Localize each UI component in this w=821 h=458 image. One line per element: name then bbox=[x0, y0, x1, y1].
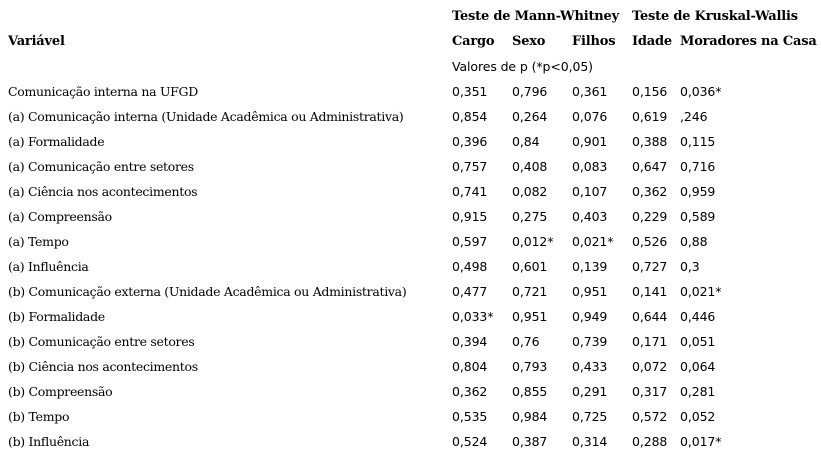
cell-sexo: 0,796 bbox=[512, 84, 548, 99]
cell-moradores: 0,716 bbox=[680, 159, 716, 174]
cell-sexo: 0,264 bbox=[512, 109, 548, 124]
cell-idade: 0,362 bbox=[632, 184, 668, 199]
cell-filhos: 0,314 bbox=[572, 434, 608, 449]
row-label: (b) Tempo bbox=[8, 409, 70, 424]
cell-cargo: 0,915 bbox=[452, 209, 488, 224]
cell-cargo: 0,498 bbox=[452, 259, 488, 274]
cell-sexo: 0,408 bbox=[512, 159, 548, 174]
cell-moradores: 0,88 bbox=[680, 234, 708, 249]
cell-moradores: 0,017* bbox=[680, 434, 722, 449]
cell-filhos: 0,139 bbox=[572, 259, 608, 274]
cell-cargo: 0,757 bbox=[452, 159, 488, 174]
subheader-p-values: Valores de p (*p<0,05) bbox=[452, 59, 593, 74]
cell-idade: 0,317 bbox=[632, 384, 668, 399]
cell-idade: 0,072 bbox=[632, 359, 668, 374]
cell-cargo: 0,033* bbox=[452, 309, 494, 324]
cell-moradores: 0,052 bbox=[680, 409, 716, 424]
row-label: (b) Formalidade bbox=[8, 309, 105, 324]
cell-sexo: 0,793 bbox=[512, 359, 548, 374]
cell-cargo: 0,524 bbox=[452, 434, 488, 449]
cell-moradores: 0,959 bbox=[680, 184, 716, 199]
header-col-filhos: Filhos bbox=[572, 34, 616, 49]
cell-cargo: 0,804 bbox=[452, 359, 488, 374]
cell-idade: 0,647 bbox=[632, 159, 668, 174]
row-label: (a) Influência bbox=[8, 259, 89, 274]
cell-idade: 0,619 bbox=[632, 109, 668, 124]
cell-filhos: 0,083 bbox=[572, 159, 608, 174]
header-group-kruskal-wallis: Teste de Kruskal-Wallis bbox=[632, 9, 798, 24]
cell-sexo: 0,082 bbox=[512, 184, 548, 199]
row-label: (b) Compreensão bbox=[8, 384, 113, 399]
cell-moradores: 0,051 bbox=[680, 334, 716, 349]
cell-moradores: 0,3 bbox=[680, 259, 700, 274]
cell-cargo: 0,854 bbox=[452, 109, 488, 124]
cell-sexo: 0,601 bbox=[512, 259, 548, 274]
row-label: Comunicação interna na UFGD bbox=[8, 84, 198, 99]
header-col-sexo: Sexo bbox=[512, 34, 546, 49]
cell-moradores: 0,589 bbox=[680, 209, 716, 224]
cell-idade: 0,644 bbox=[632, 309, 668, 324]
cell-filhos: 0,403 bbox=[572, 209, 608, 224]
row-label: (a) Compreensão bbox=[8, 209, 112, 224]
cell-cargo: 0,396 bbox=[452, 134, 488, 149]
cell-filhos: 0,725 bbox=[572, 409, 608, 424]
row-label: (b) Influência bbox=[8, 434, 90, 449]
cell-filhos: 0,291 bbox=[572, 384, 608, 399]
row-label: (b) Comunicação entre setores bbox=[8, 334, 195, 349]
row-label: (b) Comunicação externa (Unidade Acadêmica ou Administrativa) bbox=[8, 284, 407, 299]
cell-idade: 0,229 bbox=[632, 209, 668, 224]
cell-filhos: 0,951 bbox=[572, 284, 608, 299]
cell-idade: 0,727 bbox=[632, 259, 668, 274]
row-label: (a) Comunicação interna (Unidade Acadêmica ou Administrativa) bbox=[8, 109, 404, 124]
cell-cargo: 0,535 bbox=[452, 409, 488, 424]
cell-idade: 0,156 bbox=[632, 84, 668, 99]
cell-sexo: 0,951 bbox=[512, 309, 548, 324]
cell-filhos: 0,021* bbox=[572, 234, 614, 249]
cell-filhos: 0,739 bbox=[572, 334, 608, 349]
cell-sexo: 0,721 bbox=[512, 284, 548, 299]
cell-idade: 0,141 bbox=[632, 284, 668, 299]
cell-filhos: 0,361 bbox=[572, 84, 608, 99]
cell-idade: 0,288 bbox=[632, 434, 668, 449]
header-variable: Variável bbox=[8, 34, 65, 49]
cell-cargo: 0,351 bbox=[452, 84, 488, 99]
cell-sexo: 0,76 bbox=[512, 334, 540, 349]
cell-moradores: 0,281 bbox=[680, 384, 716, 399]
row-label: (a) Comunicação entre setores bbox=[8, 159, 194, 174]
row-label: (a) Ciência nos acontecimentos bbox=[8, 184, 198, 199]
cell-moradores: 0,064 bbox=[680, 359, 716, 374]
cell-moradores: ,246 bbox=[680, 109, 708, 124]
cell-cargo: 0,394 bbox=[452, 334, 488, 349]
row-label: (b) Ciência nos acontecimentos bbox=[8, 359, 198, 374]
cell-filhos: 0,949 bbox=[572, 309, 608, 324]
cell-idade: 0,388 bbox=[632, 134, 668, 149]
cell-idade: 0,572 bbox=[632, 409, 668, 424]
cell-sexo: 0,387 bbox=[512, 434, 548, 449]
cell-moradores: 0,446 bbox=[680, 309, 716, 324]
cell-moradores: 0,036* bbox=[680, 84, 722, 99]
cell-cargo: 0,741 bbox=[452, 184, 488, 199]
row-label: (a) Formalidade bbox=[8, 134, 105, 149]
cell-cargo: 0,597 bbox=[452, 234, 488, 249]
cell-sexo: 0,84 bbox=[512, 134, 540, 149]
cell-moradores: 0,115 bbox=[680, 134, 716, 149]
cell-idade: 0,526 bbox=[632, 234, 668, 249]
cell-cargo: 0,477 bbox=[452, 284, 488, 299]
cell-filhos: 0,901 bbox=[572, 134, 608, 149]
cell-sexo: 0,275 bbox=[512, 209, 548, 224]
cell-sexo: 0,855 bbox=[512, 384, 548, 399]
cell-idade: 0,171 bbox=[632, 334, 668, 349]
cell-cargo: 0,362 bbox=[452, 384, 488, 399]
header-col-idade: Idade bbox=[632, 34, 672, 49]
cell-sexo: 0,984 bbox=[512, 409, 548, 424]
cell-sexo: 0,012* bbox=[512, 234, 554, 249]
row-label: (a) Tempo bbox=[8, 234, 69, 249]
header-col-moradores: Moradores na Casa bbox=[680, 34, 817, 49]
header-group-mann-whitney: Teste de Mann-Whitney bbox=[452, 9, 619, 24]
header-col-cargo: Cargo bbox=[452, 34, 495, 49]
cell-filhos: 0,076 bbox=[572, 109, 608, 124]
cell-filhos: 0,433 bbox=[572, 359, 608, 374]
cell-filhos: 0,107 bbox=[572, 184, 608, 199]
cell-moradores: 0,021* bbox=[680, 284, 722, 299]
